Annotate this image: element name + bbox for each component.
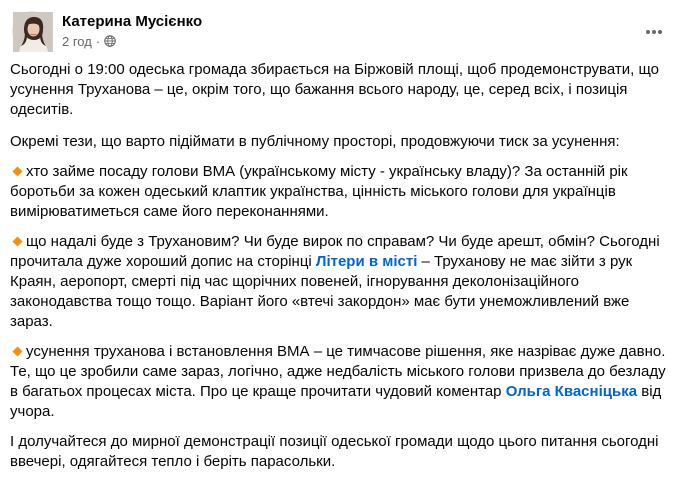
bullet-text: хто займе посаду голови ВМА (українському місту - українську владу)? За останній рік боротьби за кожен одеський клаптик українства, цінність міського голови для українців вимірюватиметься саме його переконаннями. xyxy=(10,163,628,220)
orange-diamond-icon xyxy=(12,346,23,357)
orange-diamond-icon xyxy=(12,236,23,247)
post-paragraph: Сьогодні о 19:00 одеська громада збирається на Біржовій площі, щоб продемонструвати, що усунення Труханова – це, окрім того, що бажання всього народу, це, серед всіх, і позиція одеситів. xyxy=(10,61,659,118)
bullet-text: що надалі буде з Трухановим? Чи буде вирок по справам? Чи буде арешт, обмін? Сьогодні прочитала дуже хороший допис на сторінці xyxy=(10,233,660,270)
avatar-photo-icon xyxy=(13,12,53,52)
author-name[interactable]: Катерина Мусієнко xyxy=(62,13,203,30)
page-link-litery-v-misti[interactable]: Літери в місті xyxy=(315,253,418,270)
post-paragraph xyxy=(10,232,674,332)
profile-link-olha-kvasnitska[interactable]: Ольга Квасніцька xyxy=(505,383,638,400)
orange-diamond-icon xyxy=(12,166,23,177)
post-paragraph xyxy=(10,162,674,222)
avatar[interactable] xyxy=(12,11,52,51)
post-header xyxy=(12,10,672,54)
bullet-text: – Труханову не має зійти з рук Краян, аеропорт, смерті під час щорічних повеней, ігнорування деколонізаційного законодавства тощо тощо. Варіант його «втечі закордон» має бути унеможливлений вже зараз. xyxy=(10,253,633,330)
post-content xyxy=(10,60,674,482)
post-paragraph: Окремі тези, що варто підіймати в публічному просторі, продовжуючи тиск за усунення: xyxy=(10,133,620,150)
post-timestamp[interactable]: 2 год xyxy=(62,33,92,49)
meta-separator: · xyxy=(95,33,101,49)
bullet-text: від учора. xyxy=(10,383,662,420)
post-paragraph xyxy=(10,342,674,422)
post-paragraph: І долучайтеся до мирної демонстрації позиції одеської громади щодо цього питання сьогодні ввечері, одягайтеся тепло і беріть парасольки. xyxy=(10,433,659,470)
post-meta xyxy=(62,33,116,49)
more-options-button[interactable] xyxy=(636,14,672,50)
more-options-icon xyxy=(644,22,664,42)
bullet-text: усунення труханова і встановлення ВМА – це тимчасове рішення, яке назріває дуже давно. Те, що це зробили саме зараз, логічно, адже недбалість міського голови призвела до безладу в багатьох процесах міста. Про це краще прочитати чудовий коментар xyxy=(10,343,666,400)
globe-icon[interactable] xyxy=(104,35,116,47)
